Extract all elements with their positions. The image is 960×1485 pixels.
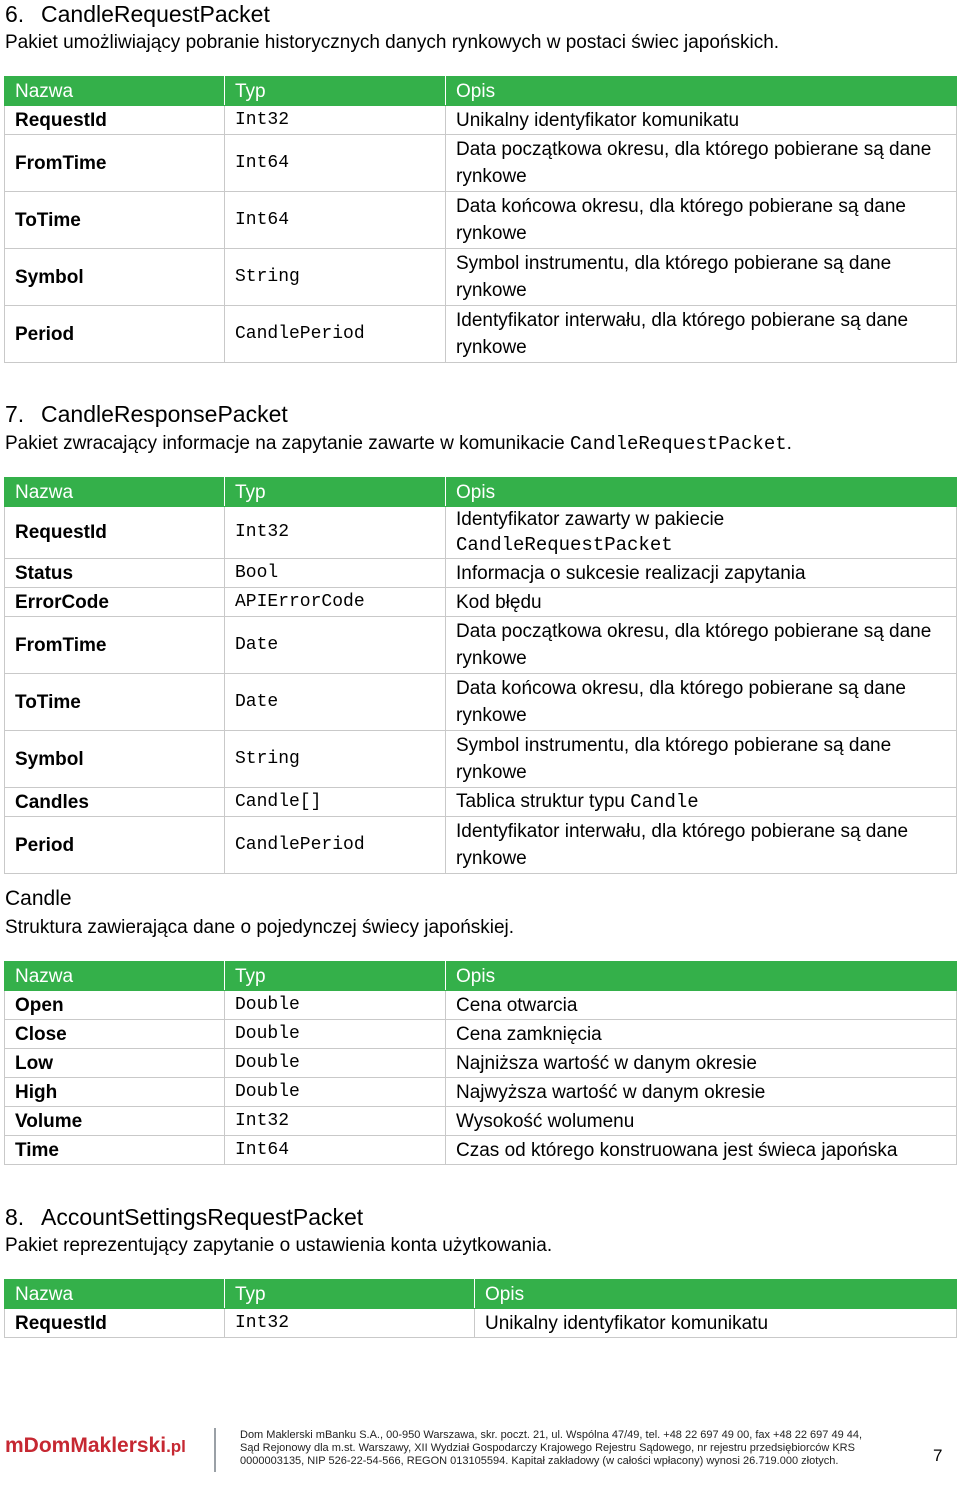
header-type: Typ	[225, 77, 446, 106]
field-desc: Data końcowa okresu, dla którego pobierane są dane rynkowe	[446, 674, 957, 731]
field-type: Double	[225, 991, 446, 1020]
field-desc: Kod błędu	[446, 588, 957, 617]
field-type: Int32	[225, 1107, 446, 1136]
table-row	[5, 991, 957, 1020]
table-row	[5, 1107, 957, 1136]
section-6-description: Pakiet umożliwiający pobranie historycznych danych rynkowych w postaci świec japońskich.	[5, 32, 780, 53]
header-type: Typ	[225, 962, 446, 991]
header-desc: Opis	[475, 1280, 957, 1309]
field-name: Open	[5, 991, 225, 1020]
field-name: FromTime	[5, 135, 225, 192]
table-header-row	[5, 478, 957, 507]
table-row	[5, 106, 957, 135]
candle-title: Candle	[5, 887, 72, 910]
field-name: Candles	[5, 788, 225, 817]
field-desc: Wysokość wolumenu	[446, 1107, 957, 1136]
field-type: Date	[225, 617, 446, 674]
section-title-text: AccountSettingsRequestPacket	[41, 1204, 364, 1230]
field-type: Int64	[225, 135, 446, 192]
header-name: Nazwa	[5, 478, 225, 507]
header-type: Typ	[225, 1280, 475, 1309]
field-desc	[446, 788, 957, 817]
desc-code: Candle	[630, 791, 699, 813]
brand-logo	[5, 1434, 186, 1458]
field-name: FromTime	[5, 617, 225, 674]
field-desc: Symbol instrumentu, dla którego pobierane są dane rynkowe	[446, 731, 957, 788]
field-name: Low	[5, 1049, 225, 1078]
field-name: Volume	[5, 1107, 225, 1136]
field-desc: Najwyższa wartość w danym okresie	[446, 1078, 957, 1107]
description-text: Pakiet zwracający informacje na zapytanie zawarte w komunikacie	[5, 433, 570, 454]
field-desc: Identyfikator interwału, dla którego pobierane są dane rynkowe	[446, 817, 957, 874]
table-row	[5, 1049, 957, 1078]
table-row	[5, 788, 957, 817]
desc-code: CandleRequestPacket	[456, 534, 673, 556]
table-row	[5, 588, 957, 617]
section-title-text: CandleResponsePacket	[41, 401, 288, 427]
field-name: RequestId	[5, 507, 225, 559]
table-row	[5, 1020, 957, 1049]
table-row	[5, 731, 957, 788]
field-type: Date	[225, 674, 446, 731]
field-desc: Cena zamknięcia	[446, 1020, 957, 1049]
field-name: High	[5, 1078, 225, 1107]
table-row	[5, 192, 957, 249]
table-header-row	[5, 1280, 957, 1309]
header-desc: Opis	[446, 478, 957, 507]
field-desc	[446, 507, 957, 559]
section-number: 8.	[5, 1204, 25, 1230]
field-name: Time	[5, 1136, 225, 1165]
field-name: RequestId	[5, 1309, 225, 1338]
header-desc: Opis	[446, 962, 957, 991]
table-row	[5, 817, 957, 874]
table-row	[5, 306, 957, 363]
field-desc: Data końcowa okresu, dla którego pobierane są dane rynkowe	[446, 192, 957, 249]
section-6-title	[5, 0, 270, 28]
table-row	[5, 135, 957, 192]
field-desc: Unikalny identyfikator komunikatu	[446, 106, 957, 135]
table-account-settings-request	[4, 1279, 957, 1338]
field-desc: Unikalny identyfikator komunikatu	[475, 1309, 957, 1338]
field-type: Candle[]	[225, 788, 446, 817]
field-desc: Czas od którego konstruowana jest świeca japońska	[446, 1136, 957, 1165]
section-7-description	[5, 432, 792, 456]
table-row	[5, 1078, 957, 1107]
table-row	[5, 1309, 957, 1338]
header-type: Typ	[225, 478, 446, 507]
logo-main-text: mDomMaklerski	[5, 1434, 167, 1457]
field-type: Double	[225, 1078, 446, 1107]
section-8-title	[5, 1203, 363, 1231]
table-row	[5, 249, 957, 306]
field-name: Status	[5, 559, 225, 588]
field-type: Int32	[225, 507, 446, 559]
field-type: Double	[225, 1049, 446, 1078]
field-type: Int64	[225, 1136, 446, 1165]
table-row	[5, 507, 957, 559]
field-name: ToTime	[5, 192, 225, 249]
header-name: Nazwa	[5, 77, 225, 106]
desc-text: Identyfikator zawarty w pakiecie	[456, 509, 725, 530]
section-number: 7.	[5, 401, 25, 427]
description-code: CandleRequestPacket	[569, 433, 787, 455]
table-row	[5, 617, 957, 674]
field-desc: Najniższa wartość w danym okresie	[446, 1049, 957, 1078]
field-type: CandlePeriod	[225, 817, 446, 874]
field-name: Period	[5, 817, 225, 874]
section-number: 6.	[5, 1, 25, 27]
field-desc: Cena otwarcia	[446, 991, 957, 1020]
table-header-row	[5, 77, 957, 106]
field-name: ToTime	[5, 674, 225, 731]
table-candle-response	[4, 477, 957, 874]
field-desc: Informacja o sukcesie realizacji zapytania	[446, 559, 957, 588]
field-desc: Symbol instrumentu, dla którego pobierane są dane rynkowe	[446, 249, 957, 306]
field-desc: Data początkowa okresu, dla którego pobierane są dane rynkowe	[446, 617, 957, 674]
field-type: Bool	[225, 559, 446, 588]
field-name: Symbol	[5, 249, 225, 306]
field-type: Double	[225, 1020, 446, 1049]
desc-text: Tablica struktur typu	[456, 791, 631, 812]
field-name: Close	[5, 1020, 225, 1049]
candle-description: Struktura zawierająca dane o pojedynczej świecy japońskiej.	[5, 917, 515, 938]
field-desc: Identyfikator interwału, dla którego pobierane są dane rynkowe	[446, 306, 957, 363]
section-7-title	[5, 400, 288, 428]
header-name: Nazwa	[5, 962, 225, 991]
field-type: String	[225, 249, 446, 306]
field-type: CandlePeriod	[225, 306, 446, 363]
footer-legal-text: Dom Maklerski mBanku S.A., 00-950 Warszawa, skr. poczt. 21, ul. Wspólna 47/49, tel. +48 22 697 49 00, fax +48 22 697 49 44, Sąd Rejonowy dla m.st. Warszawy, XII Wydział Gospodarczy Krajowego Rejestru Sądowego, nr rejestru przedsiębiorców KRS 0000003135, NIP 526-22-54-566, REGON 013105594. Kapitał zakładowy (w całości wpłacony) wynosi 26.719.000 złotych.	[240, 1429, 863, 1467]
table-row	[5, 1136, 957, 1165]
field-type: Int32	[225, 1309, 475, 1338]
header-desc: Opis	[446, 77, 957, 106]
field-desc: Data początkowa okresu, dla którego pobierane są dane rynkowe	[446, 135, 957, 192]
table-candle-structure	[4, 961, 957, 1165]
footer-divider	[214, 1428, 216, 1472]
field-name: ErrorCode	[5, 588, 225, 617]
section-8-description: Pakiet reprezentujący zapytanie o ustawienia konta użytkowania.	[5, 1235, 553, 1256]
field-name: Period	[5, 306, 225, 363]
table-candle-request	[4, 76, 957, 363]
table-header-row	[5, 962, 957, 991]
field-name: Symbol	[5, 731, 225, 788]
field-type: APIErrorCode	[225, 588, 446, 617]
logo-suffix-text: .pl	[166, 1437, 186, 1456]
description-suffix: .	[786, 433, 792, 454]
field-type: Int32	[225, 106, 446, 135]
table-row	[5, 674, 957, 731]
page-number: 7	[933, 1446, 943, 1465]
header-name: Nazwa	[5, 1280, 225, 1309]
field-name: RequestId	[5, 106, 225, 135]
field-type: String	[225, 731, 446, 788]
table-row	[5, 559, 957, 588]
field-type: Int64	[225, 192, 446, 249]
section-title-text: CandleRequestPacket	[41, 1, 270, 27]
